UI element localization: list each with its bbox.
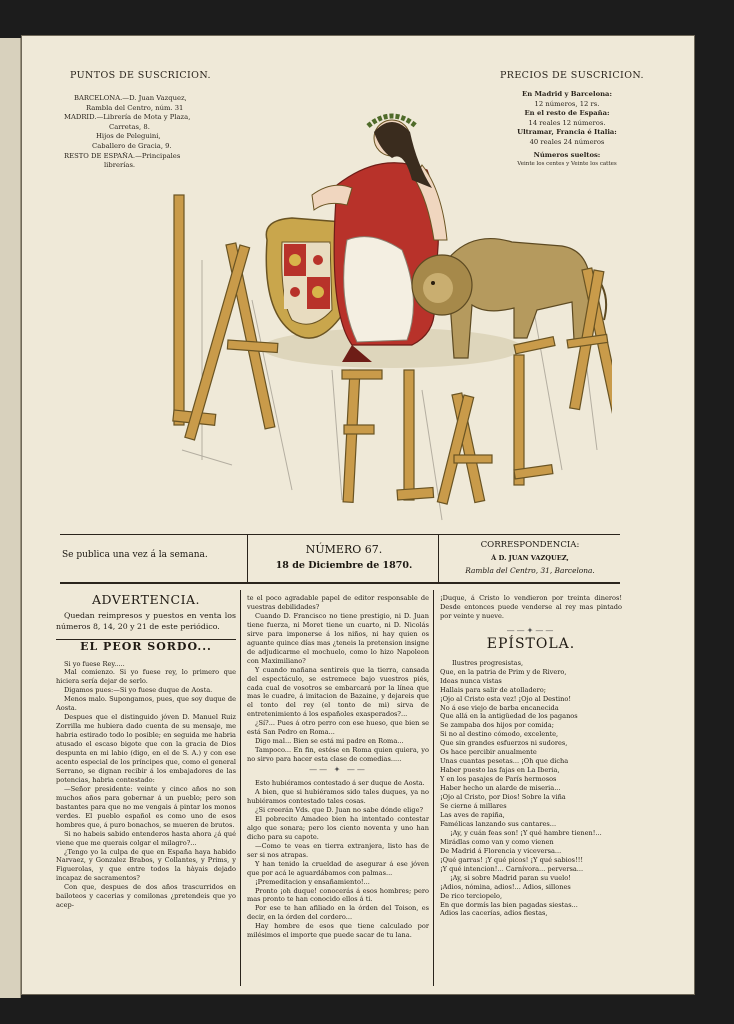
verse: Haber puesto las fajas en La Iberia,	[440, 766, 560, 775]
paragraph: ¡Premeditacion y ensañamiento!...	[255, 877, 370, 886]
line: MADRID.—Librería de Mota y Plaza,	[64, 113, 191, 122]
letter-l1	[174, 195, 184, 425]
section-ornament: ——✦——	[506, 625, 556, 635]
verse: Ilustres progresistas,	[452, 658, 524, 667]
correspondence-name: Á D. JUAN VAZQUEZ,	[491, 554, 569, 562]
paragraph: Cuando D. Francisco no tiene prestigio, ni D. Juan tiene fuerza, ni Moret tiene un cuarto, ni D. Nicolás sirve para imponerse á los niños, ni hay quien os aguante quince días mas ¿teneis la pretension insigne de adjudicarme el mochuelo, como lo hizo Napoleon con Maximiliano?	[247, 611, 429, 665]
column-2	[247, 594, 429, 990]
suscription-prices-heading: PRECIOS DE SUSCRICION.	[500, 70, 644, 81]
paragraph: ¡Duque, á Cristo lo vendieron por treinta dineros! Desde entonces puede venderse al rey mas pintado por veinte y nueve.	[440, 594, 622, 620]
line: Carretas, 8.	[109, 122, 150, 131]
verse: Se zampaba dos hijos por comida;	[440, 721, 554, 730]
paragraph: Digamos pues:—Si yo fuese duque de Aosta.	[64, 686, 213, 695]
verse: Os hace percibir anualmente	[440, 748, 537, 757]
verse: De rico terciopelo,	[440, 891, 503, 900]
line: Ultramar, Francia é Italia:	[517, 128, 617, 137]
paragraph: —Señor presidente: veinte y cinco años no son muchos años para gobernar á un pueblo; pero son bastantes para que no me vengais á pintar los monos verdes. El pueblo español es como uno de esos hombres que, á puro bonachos, se mueren de brutos.	[56, 784, 236, 829]
paragraph: Despues que el distinguido jóven D. Manuel Ruiz Zorrilla me hubiera dado cuenta de su mensaje, me habria estirado todo lo posible; en seguida me habria atusado el escaso bigote que con la gracia de Dios despunta en mi labio (digo, en el de S. A.) y con ese acento especial de los príncipes que, como el general Serrano, se dignan recibir á los embajadores de las potencias, habria contestado:	[56, 713, 236, 784]
article-title: EL PEOR SORDO...	[80, 639, 212, 653]
verse: Se cierne á millares	[440, 802, 507, 811]
paragraph: Por ese te han afiliado en la órden del Toison, es decir, en la órden del cordero...	[247, 904, 429, 922]
line: 12 números, 12 rs.	[534, 99, 600, 108]
paragraph: Si yo fuese Rey.....	[64, 659, 125, 668]
correspondence-address: Rambla del Centro, 31, Barcelona.	[465, 566, 595, 575]
line: 14 reales 12 números.	[528, 118, 606, 127]
paragraph: Y cuando mañana sentireis que la tierra, cansada del espectáculo, se estremece bajo vuestros piés, cada cual de vosotros se embarcará por la línea que mas le cuadre, á imitacion de Bazaine, y dejareis que el tonto del rey (el tonto de mi) sirva de entretenimiento á los españoles exasperados?...	[247, 665, 429, 719]
verse: De Madrid á Florencia y viceversa...	[440, 846, 562, 855]
line: 40 reales 24 números	[529, 137, 605, 146]
verse: ¡Y qué intencion!... Carnívora... perversa...	[440, 864, 584, 873]
info-divider-2	[438, 534, 439, 582]
letter-f	[343, 370, 360, 502]
verse: Hallais para salir de atolladero;	[440, 685, 546, 694]
paragraph: Hay hombre de esos que tiene calculado por milésimos el importe que puede sacar de tu lana.	[247, 922, 429, 940]
column-rule-2	[433, 590, 434, 986]
paragraph: Mal comienzo. Si yo fuese rey, lo primero que hiciera sería dejar de serlo.	[56, 668, 236, 686]
paragraph: Con que, despues de dos años trascurridos en bailoteos y cacerias y comilonas ¿pretendeis que yo acep-	[56, 883, 236, 910]
line: En Madrid y Barcelona:	[522, 90, 612, 98]
verse: ¡Ojo al Cristo esta vez! ¡Ojo al Destino!	[440, 694, 572, 703]
line: Veinte los centes y Veinte los cattes	[517, 161, 617, 168]
verse: Y en los pasajes de París hermosos	[440, 775, 557, 784]
verse: ¡Ay, si sobre Madrid paran su vuelo!	[450, 873, 571, 882]
verse: ¡Qué garras! ¡Y qué picos! ¡Y qué sabios!!!	[440, 855, 584, 864]
paragraph: Pronto ¡oh duque! conocerás á esos hombres; pero mas pronto te han conocido ellos á ti.	[247, 886, 429, 904]
line: Rambla del Centro, núm. 31	[86, 103, 184, 112]
verse: En que dormís las bien pagadas siestas...	[440, 900, 578, 909]
verse: Haber hecho un alarde de miseria...	[440, 784, 561, 793]
line: BARCELONA.—D. Juan Vazquez,	[74, 94, 187, 102]
paragraph: Menos malo. Supongamos, pues, que soy duque de Aosta.	[56, 695, 236, 713]
info-divider-1	[247, 534, 248, 582]
info-bar-top-rule	[60, 534, 620, 535]
verse: Que allá en la antigüedad de los paganos	[440, 712, 578, 721]
verse: ¡Adios, nómina, adios!... Adios, sillones	[440, 882, 571, 891]
paragraph: ¿Tengo yo la culpa de que en España haya habido Narvaez, y Gonzalez Brabos, y Collantes, y Prims, y Figuerolas, y que entre todos la hàyais dejado incapaz de sacramentos?	[56, 847, 236, 883]
verse: Famélicas lanzando sus cantares...	[440, 819, 557, 828]
paragraph: Y han tenido la crueldad de asegurar á ese jóven que por acá le aguardábamos con palmas...	[247, 859, 429, 877]
verse: Adios las cacerías, adios fiestas,	[440, 909, 548, 918]
verse: No á ese viejo de barba encanecida	[440, 703, 559, 712]
paragraph: te el poco agradable papel de editor responsable de vuestras debilidades?	[247, 594, 429, 611]
verse: Unas cuantas pesetas... ¡Oh que dicha	[440, 757, 569, 766]
paragraph: Tampoco... En fin, estése en Roma quien quiera, yo no sirvo para hacer esta clase de comedias.....	[247, 746, 429, 764]
letter-c	[514, 355, 524, 485]
paragraph: —Como te veas en tierra extranjera, listo has de ser si nos atrapas.	[247, 841, 429, 859]
line: Hijos de Peleguini,	[96, 132, 161, 141]
verse: Que, en la patria de Prim y de Rivero,	[440, 667, 567, 676]
paragraph: A bien, que si hubiéramos sido tales duques, ya no hubiéramos contestado tales cosas.	[247, 788, 429, 805]
poem-title: EPÍSTOLA.	[486, 635, 576, 652]
verse: Si no al destino cómodo, excelente,	[440, 730, 559, 739]
verse: ¡Ay, y cuán feas son! ¡Y qué hambre tienen!...	[450, 828, 602, 837]
line: RESTO DE ESPAÑA.—Principales	[64, 151, 181, 160]
advert-rule	[56, 639, 236, 640]
correspondence-title: CORRESPONDENCIA:	[480, 540, 580, 550]
paragraph: ¿Sí?... Pues á otro perro con ese hueso, que bien se está San Pedro en Roma...	[247, 719, 429, 737]
advert-text: Quedan reimpresos y puestos en venta los números 8, 14, 20 y 21 de este periódico.	[56, 610, 236, 631]
paragraph: ¿Si creerán Vds. que D. Juan no sabe dónde elige?	[255, 805, 424, 814]
verse: Mirádlas como van y como vienen	[440, 837, 554, 846]
newspaper-page	[22, 36, 694, 994]
advert-title: ADVERTENCIA.	[91, 594, 201, 607]
section-ornament: —— ✦ ——	[309, 765, 367, 775]
column-rule-1	[240, 590, 241, 986]
verse: Ideas nunca vistas	[440, 676, 502, 685]
paragraph: El pobrecito Amadeo bien ha intentado contestar algo que sonara; pero los ciento noventa y uno han dicho para su capote.	[247, 814, 429, 841]
line: Caballero de Gracia, 9.	[92, 141, 172, 150]
issue-date: 18 de Diciembre de 1870.	[275, 560, 413, 571]
line: En el resto de España:	[524, 109, 610, 118]
line: Números sueltos:	[533, 150, 601, 159]
column-1	[56, 594, 236, 990]
column-3	[440, 594, 622, 990]
verse: Que sin grandes esfuerzos ni sudores,	[440, 739, 568, 748]
masthead-illustration	[142, 70, 612, 540]
verse: Las aves de rapiña,	[440, 810, 505, 819]
letter-l2	[404, 370, 414, 500]
verse: ¡Ojo al Cristo, por Dios! Sobre la viña	[440, 793, 566, 802]
paragraph: Esto hubiéramos contestado á ser duque de Aosta.	[255, 779, 425, 788]
info-bar-bottom-rule	[60, 582, 620, 584]
publication-frequency: Se publica una vez á la semana.	[62, 550, 208, 560]
suscription-points-heading: PUNTOS DE SUSCRICION.	[70, 70, 211, 81]
line: librerías.	[104, 161, 136, 170]
issue-number: NÚMERO 67.	[305, 543, 383, 556]
adjacent-page-edge	[0, 38, 21, 998]
paragraph: Si no habeis sabido entenderos hasta ahora ¿á qué viene que me querais colgar el milagro?...	[56, 829, 236, 847]
paragraph: Digo mal... Bien se está mi padre en Roma...	[255, 737, 404, 746]
